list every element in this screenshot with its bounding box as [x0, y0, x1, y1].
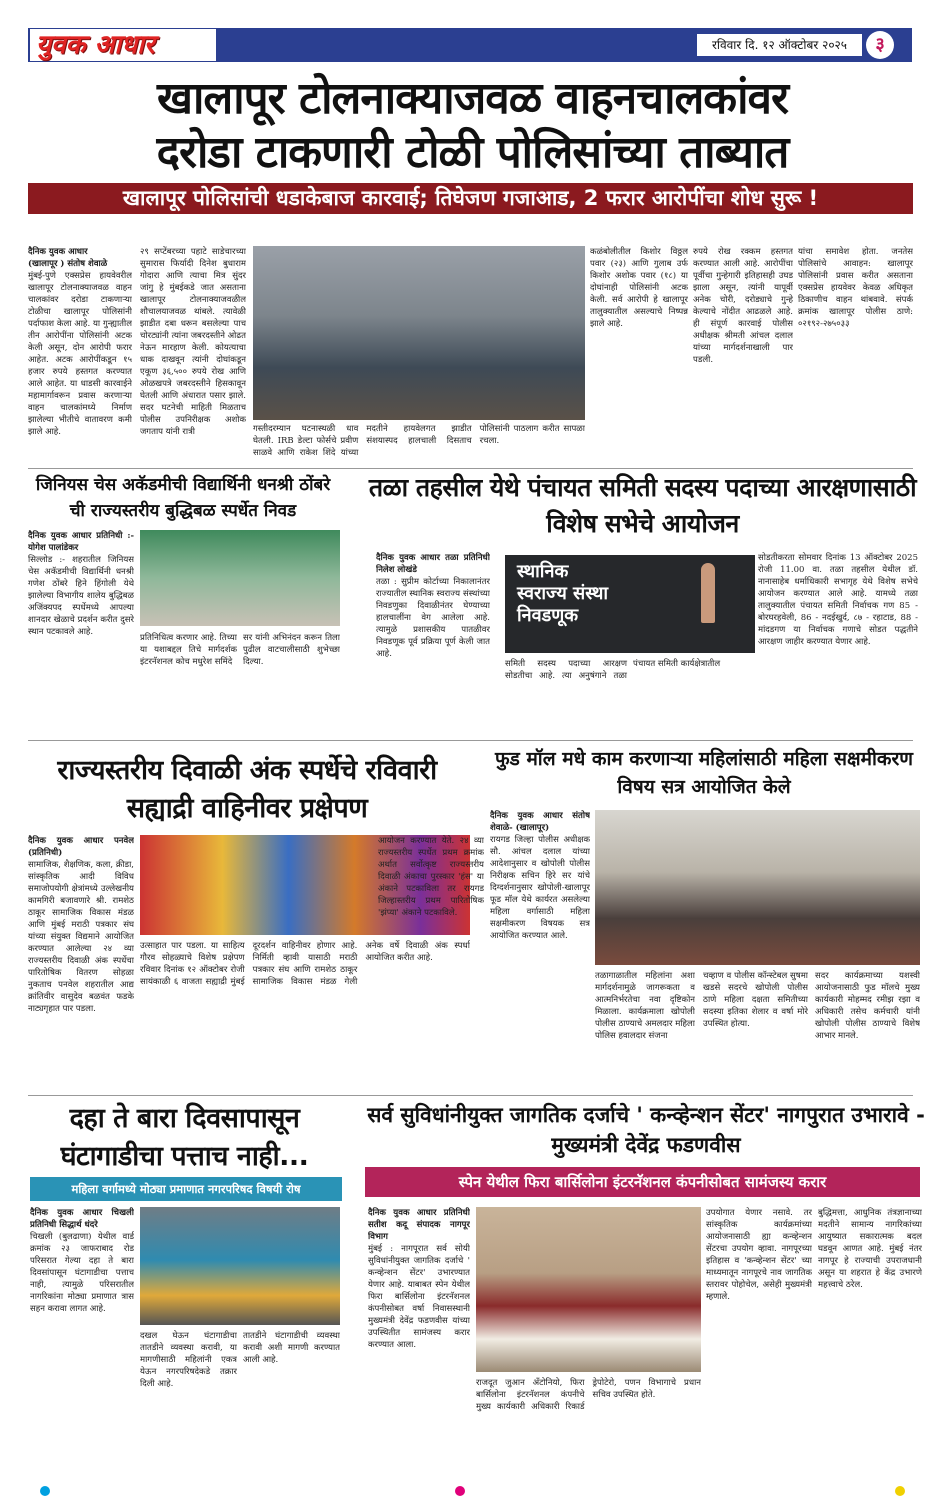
garbage-van-headline: दहा ते बारा दिवसापासून घंटागाडीचा पत्ताच नाही...: [60, 1103, 309, 1172]
women-group-photo: [595, 810, 920, 965]
story4-column-1: [28, 835, 134, 1090]
story3-below-poster: समिती सदस्य पदाच्या आरक्षण सोडतीचा आहे. त्या अनुषंगाने तळा पंचायत समिती कार्यक्षेत्रातील: [505, 659, 721, 681]
newspaper-logo: युवक आधार: [30, 29, 216, 61]
story7-column-3: उपयोगात येणार नसावे. तर सांस्कृतिक कार्यक्रमांच्या आयोजनासाठी ह्या कन्व्हेन्शन सेंटरचा उपयोग व्हावा. नागपूरच्या इतिहास व 'कन्व्हेन्शन सेंटर' च्या माध्यमातून नागपूरचे नाव जागतिक स्तरावर पोहोचेल, असेही मुख्यमंत्री म्हणाले.: [706, 1208, 812, 1302]
body-text: सिल्लोड :- शहरातील जिनियस चेस अकॅडमीची विद्यार्थिनी धनश्री गणेश ठोंबरे हिने हिंगोली येथे झालेल्या विभागीय शालेय बुद्धिबळ अजिंक्यपद स्पर्धेमध्ये आपल्या शानदार खेळाचे प्रदर्शन करीत दुसरे स्थान पटकावले आहे.: [28, 555, 134, 637]
mou-signing-photo: [476, 1207, 701, 1372]
story7-column-2: राजदूत जुआन अँटोनियो, फिरा बार्सिलोना इंटरनॅशनल कंपनीचे मुख्य कार्यकारी अधिकारी रिकार्ड ड्रेपोटेरो, पणन विभागाचे प्रधान सचिव उपस्थित होते.: [476, 1378, 701, 1412]
byline: दैनिक युवक आधार संतोष शेवाळे- (खालापूर): [490, 811, 590, 833]
story7-column-4: बुद्धिमत्ता, आधुनिक तंत्रज्ञानाच्या मदतीने सामान्य नागरिकांच्या आयुष्यात सकारात्मक बदल घडवून आणत आहे. मुंबई नंतर नागपूर हे राज्याची उपराजधानी असून या शहरात हे केंद्र उभारणे महत्त्वाचे ठरेल.: [818, 1208, 922, 1290]
page-number: ३: [866, 31, 894, 59]
body-text: उत्साहात पार पडला. या साहित्य गौरव सोहळ्याचे विशेष प्रक्षेपण रविवार दिनांक १२ ऑक्टोबर रोजी सायंकाळी ६ वाजता सह्याद्री मुंबई दूरदर्शन वाहिनीवर होणार आहे.: [140, 941, 358, 987]
story5-column-2: तळागाळातील महिलांना अशा मार्गदर्शनामुळे जागरूकता व आत्मनिर्भरतेचा नवा दृष्टिकोन मिळाला. कार्यक्रमाला खोपोली पोलीस ठाण्याचे अमलदार महिला पोलिस हवालदार संजना: [595, 971, 695, 1041]
foodmall-headline: फुड मॉल मधे काम करणाऱ्या महिलांसाठी महिला सक्षमीकरण विषय सत्र आयोजित केले: [495, 748, 913, 798]
divider: [28, 468, 913, 469]
garbage-van-subhead: महिला वर्गामध्ये मोठ्या प्रमाणात नगरपरिषद विषयी रोष: [30, 1177, 342, 1201]
divider: [28, 740, 913, 741]
registration-mark-icon: [895, 1486, 905, 1496]
byline: दैनिक युवक आधार चिखली प्रतिनिधी सिद्धार्थ धंदरे: [30, 1208, 134, 1230]
body-text: तळा : सुप्रीम कोर्टाच्या निकालानंतर राज्यातील स्थानिक स्वराज्य संस्थांच्या निवडणुका दिवाळीनंतर घेण्याच्या हालचालींना वेग आलेला आहे. त्यामुळे प्रशासकीय पातळीवर निवडणूक पूर्व प्रक्रिया पूर्ण केली जात आहे.: [376, 577, 490, 659]
body-text: चिखली (बुलढाणा) येथील वार्ड क्रमांक २३ जाफराबाद रोड परिसरात गेल्या दहा ते बारा दिवसांपासून घंटागाडीचा पत्ताच नाही, त्यामुळे परिसरातील नागरिकांना मोठ्या प्रमाणात त्रास सहन करावा लागत आहे.: [30, 1232, 134, 1314]
story3-column-1: [376, 552, 490, 736]
story6-column-2: दखल घेऊन घंटागाडीचा तातडीने व्यवस्था करावी, या मागणीसाठी महिलांनी एकत्र येऊन नगरपरिषदेकडे तक्रार दिली आहे.: [140, 1331, 237, 1389]
lead-headline-line1: खालापूर टोलनाक्याजवळ वाहनचालकांवर: [157, 73, 788, 124]
lead-headline-line2: दरोडा टाकणारी टोळी पोलिसांच्या ताब्यात: [156, 127, 789, 178]
lead-headline: [30, 72, 915, 180]
story1-column-6: यांचा समावेश होता. जनतेस पोलिसांचे आवाहन: खालापूर पोलिसांनी प्रवास करीत असताना एक्सप्रेस हायवेवर केवळ अधिकृत ठिकाणीच वाहन थांबवावे. संपर्क क्रमांक खालापूर पोलीस ठाणे: ०२१९२-२७५०३३: [798, 247, 913, 329]
convention-center-headline: सर्व सुविधांनीयुक्त जागतिक दर्जाचे ' कन्व्हेन्शन सेंटर' नागपुरात उभारावे - मुख्यमंत्री देवेंद्र फडणवीस: [367, 1103, 925, 1157]
body-text: सामाजिक, शैक्षणिक, कला, क्रीडा, सांस्कृतिक आदी विविध समाजोपयोगी क्षेत्रांमध्ये उल्लेखनीय कामगिरी बजावणारे श्री. रामशेठ ठाकूर सामाजिक विकास मंडळ आणि मुंबई मराठी पत्रकार संघ यांच्या संयुक्त विद्यमाने आयोजित करण्यात आलेल्या २४ व्या राज्यस्तरीय दिवाळी अंक स्पर्धेचा पारितोषिक वितरण सोहळा नुकताच पनवेल शहरातील आद्य क्रांतिवीर वासुदेव बळवंत फडके नाट्यगृहात पार पडला.: [28, 860, 134, 1014]
chess-headline: जिनियस चेस अकॅडमीची विद्यार्थिनी धनश्री ठोंबरे ची राज्यस्तरीय बुद्धिबळ स्पर्धेत निवड: [35, 475, 331, 521]
story2-column-3: सर यांनी अभिनंदन करून तिला पुढील वाटचालीसाठी शुभेच्छा दिल्या.: [243, 633, 340, 667]
issue-date: रविवार दि. १२ ऑक्टोबर २०२५: [697, 34, 862, 56]
registration-mark-icon: [40, 1486, 50, 1496]
lead-subheadline-banner: खालापूर पोलिसांची धडाकेबाज कारवाई; तिघेजण गजाआड, 2 फरार आरोपींचा शोध सुरू !: [28, 183, 913, 214]
body-text: मुंबई : नागपूरात सर्व सोयी सुविधांनीयुक्त जागतिक दर्जाचे ' कन्व्हेन्शन सेंटर' उभारण्यात येणार आहे. याबाबत स्पेन येथील फिरा बार्सिलोना इंटरनॅशनल कंपनीसोबत वर्षा निवासस्थानी मुख्यमंत्री देवेंद्र फडणवीस यांच्या उपस्थितीत सामंजस्य करार करण्यात आला.: [368, 1244, 470, 1350]
story4-column-4: आयोजन करण्यात येते. २४ व्या राज्यस्तरीय स्पर्धेत प्रथम क्रमांक अर्थात सर्वोत्कृष्ट राज्यस्तरीय दिवाळी अंकाचा पुरस्कार 'हंस' या अंकाने पटकाविला तर रायगड जिल्हास्तरीय प्रथम पारितोषिक 'झंप्या' अंकाने पटकाविले.: [378, 836, 484, 918]
story7-column-1: [368, 1207, 470, 1477]
byline: दैनिक युवक आधार पनवेल (प्रतिनिधी): [28, 836, 134, 858]
story3-column-2: सोडतीकरता सोमवार दिनांक 13 ऑक्टोबर 2025 रोजी 11.00 वा. तळा तहसील येथील डॉ. नानासाहेब धर्माधिकारी सभागृह येथे विशेष सभेचे आयोजन करण्यात आले आहे. यामध्ये तळा तालुक्यातील पंचायत समिती निर्वाचक गण 85 - बोरघरहवेली, 86 - नदईखुर्द, ८७ - रहाटाड, 88 - मांदडगण या निर्वाचक गणाचे सोडत पद्धतीने आरक्षण जाहीर करण्यात येणार आहे.: [758, 553, 918, 647]
body-text: मुंबई-पुणे एक्सप्रेस हायवेवरील खालापूर टोलनाक्याजवळ वाहन चालकांवर दरोडा टाकणाऱ्या टोळीचा खालापूर पोलिसांनी पर्दाफाश केला आहे. या गुन्ह्यातील तीन आरोपींना पोलिसांनी अटक केली असून, दोन आरोपी फरार आहेत. अटक आरोपींकडून १५ हजार रुपये हस्तगत करण्यात आले आहेत. या धाडसी कारवाईने महामार्गावरून प्रवास करणाऱ्या वाहन चालकांमध्ये निर्माण झालेल्या भीतीचे वातावरण कमी झाले आहे.: [28, 271, 132, 437]
story1-column-4: कळंबोलीतील किशोर विठ्ठल पवार (२३) आणि गुलाब उर्फ किशोर अशोक पवार (१८) या दोघांनाही पोलिसांनी अटक केली. सर्व आरोपी हे खालापूर तालुक्यातील असल्याचे निष्पन्न झाले आहे.: [590, 247, 688, 329]
story6-column-1: [30, 1207, 134, 1477]
garbage-van-photo: [140, 1207, 340, 1325]
diwali-headline: राज्यस्तरीय दिवाळी अंक स्पर्धेचे रविवारी सह्याद्री वाहिनीवर प्रक्षेपण: [57, 755, 437, 824]
byline: दैनिक युवक आधार: [28, 247, 88, 257]
story5-column-3: चव्हाण व पोलीस कॉन्स्टेबल सुषमा खडसे सदरचे खोपोली पोलीस ठाणे महिला दक्षता समितीच्या सदस्या इतिका शेलार व वर्षा मोरे उपस्थित होत्या.: [703, 971, 808, 1029]
inked-finger-icon: [701, 563, 715, 623]
story5-column-1: [490, 810, 590, 1090]
story2-column-2: प्रतिनिधित्व करणार आहे. तिच्या या यशाबद्दल तिचे मार्गदर्शक इंटरनॅशनल कोच मधुरेश समिंदे: [140, 633, 237, 667]
body-text: निर्मिती व्हावी यासाठी मराठी पत्रकार संघ आणि रामशेठ ठाकूर सामाजिक विकास मंडळ गेली अनेक वर्षे दिवाळी अंक स्पर्धा आयोजित करीत आहे.: [252, 941, 470, 987]
story5-column-4: सदर कार्यक्रमाच्या यशस्वी आयोजनासाठी फुड मॉलचे मुख्य कार्यकारी मोहम्मद रमीझ रझा व अधिकारी तसेच कर्मचारी यांनी खोपोली पोलीस ठाण्याचे विशेष आभार मानले.: [815, 971, 920, 1041]
poster-text: स्वराज्य संस्था: [517, 583, 609, 604]
police-team-photo: [253, 246, 585, 420]
convention-center-subhead: स्पेन येथील फिरा बार्सिलोना इंटरनॅशनल कंपनीसोबत सामंजस्य करार: [365, 1167, 920, 1197]
story6-column-3: तातडीने घंटागाडीची व्यवस्था करावी अशी मागणी करण्यात आली आहे.: [243, 1331, 340, 1365]
byline: दैनिक युवक आधार तळा प्रतिनिधी निलेश लोखंडे: [376, 553, 490, 575]
story1-column-1: [28, 246, 132, 466]
election-poster: [505, 555, 755, 653]
poster-text: स्थानिक: [517, 561, 569, 582]
chess-student-photo: [140, 530, 340, 626]
body-text: रायगड जिल्हा पोलीस अधीक्षक सौ. आंचल दलाल यांच्या आदेशानुसार व खोपोली पोलीस निरीक्षक सचिन हिरे सर यांचे दिग्दर्शनानुसार खोपोली-खालापूर फूड मॉल येथे कार्यरत असलेल्या महिला वर्गासाठी महिला सक्षमीकरण विषयक सत्र आयोजित करण्यात आले.: [490, 835, 590, 941]
story1-column-2: २९ सप्टेंबरच्या पहाटे साडेचारच्या सुमारास फिर्यादी दिनेश बुधाराम गोदारा आणि त्याचा मित्र सुंदर जांगु हे मुंबईकडे जात असताना खालापूर टोलनाक्याजवळील शौचालयाजवळ थांबले. त्यावेळी झाडीत दबा धरून बसलेल्या पाच चोरट्यांनी त्यांना जबरदस्तीने ओढत नेऊन मारहाण केली. कोयत्याचा धाक दाखवून त्यांनी दोघांकडून एकूण ३६,५०० रुपये रोख आणि ओळखपत्रे जबरदस्तीने हिसकावून घेतली आणि अंधारात पसार झाले. सदर घटनेची माहिती मिळताच पोलीस उपनिरीक्षक अशोक जगताप यांनी रात्री: [140, 247, 246, 437]
story2-column-1: [28, 530, 134, 735]
byline: दैनिक युवक आधार प्रतिनिधी सतीश कदू संपादक नागपूर विभाग: [368, 1208, 470, 1242]
poster-text: निवडणूक: [517, 605, 579, 626]
story1-column-5: रुपये रोख रक्कम हस्तगत करण्यात आली आहे. आरोपींचा पूर्वीचा गुन्हेगारी इतिहासही उघड झाला असून, त्यांनी यापूर्वी अनेक चोरी, दरोड्याचे गुन्हे केल्याचे नोंदीत आढळले आहे. ही संपूर्ण कारवाई पोलीस अधीक्षक श्रीमती आंचल दलाल यांच्या मार्गदर्शनाखाली पार पडली.: [693, 247, 793, 365]
byline-author: (खालापूर ) संतोष शेवाळे: [28, 259, 108, 269]
registration-mark-icon: [455, 1486, 465, 1496]
divider: [28, 1095, 913, 1096]
story1-photo-caption-columns: गस्तीदरम्यान घटनास्थळी धाव घेतली. IRB डेल्टा फोर्सचे प्रवीण साळवे आणि राकेश शिंदे यांच्या मदतीने हायवेलगत झाडीत संशयास्पद हालचाली दिसताच पोलिसांनी पाठलाग करीत सापळा रचला.: [253, 424, 585, 458]
byline: दैनिक युवक आधार प्रतिनिधी :- योगेश पालांडेकर: [28, 531, 134, 553]
tala-headline: तळा तहसील येथे पंचायत समिती सदस्य पदाच्या आरक्षणासाठी विशेष सभेचे आयोजन: [368, 473, 917, 538]
